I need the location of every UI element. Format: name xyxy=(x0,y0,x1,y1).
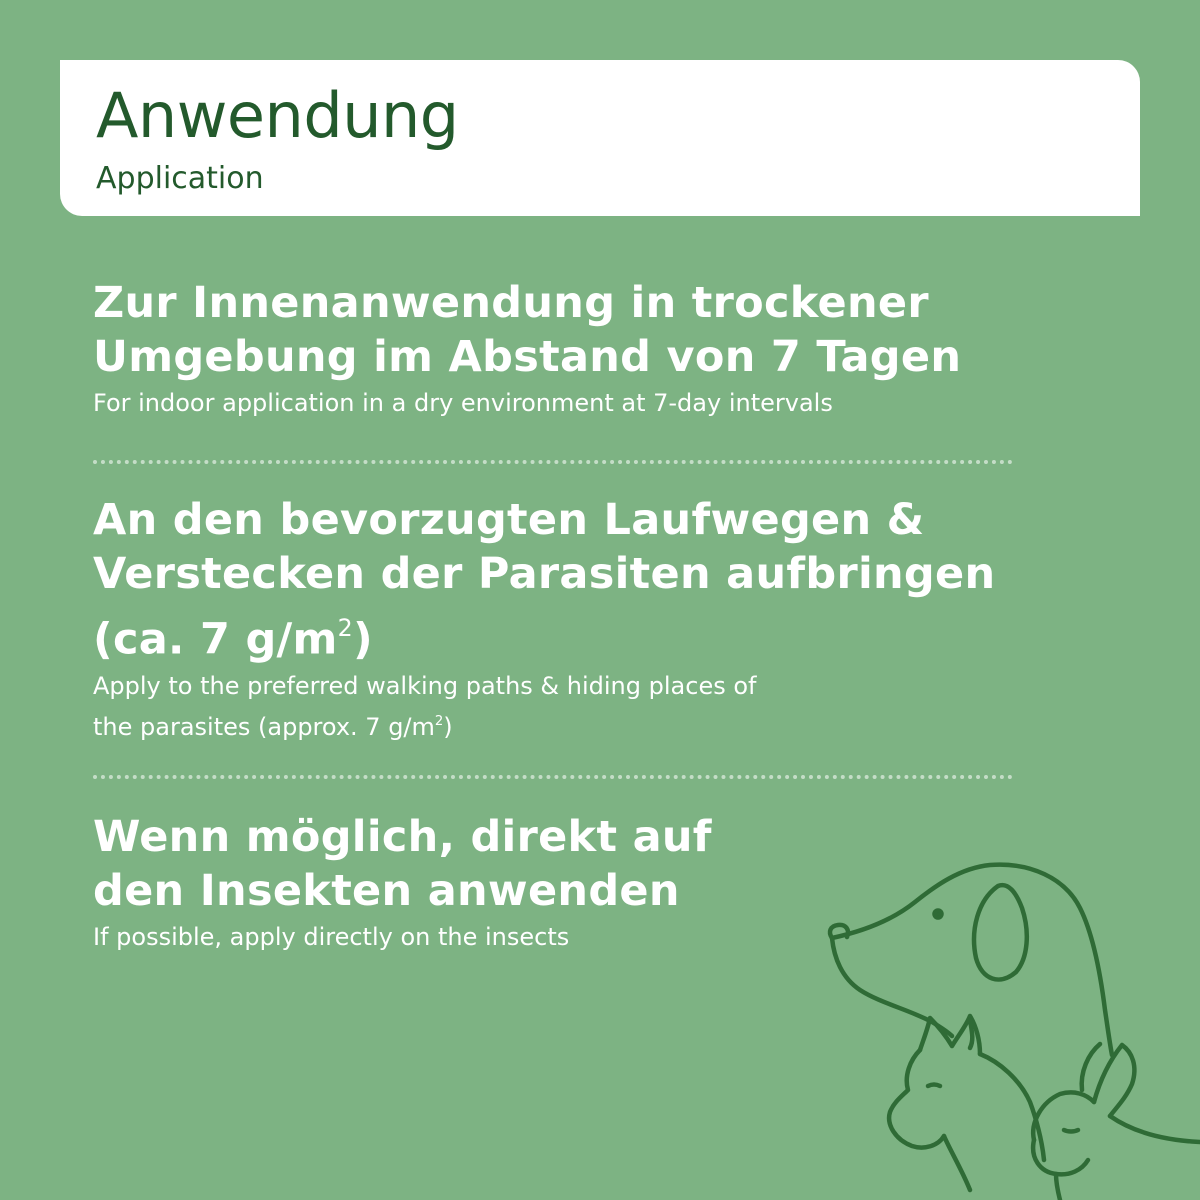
page-title: Anwendung xyxy=(96,79,459,152)
page-subtitle: Application xyxy=(96,161,264,196)
translation-line: Apply to the preferred walking paths & hiding places of xyxy=(93,671,757,700)
translation-line: the parasites (approx. 7 g/m xyxy=(93,712,435,741)
cat-outline-icon xyxy=(889,1016,1044,1190)
translation-line: For indoor application in a dry environment at 7-day intervals xyxy=(93,389,833,417)
instruction-heading xyxy=(93,493,1093,667)
instruction-heading xyxy=(93,276,1093,384)
pets-illustration xyxy=(820,840,1200,1200)
heading-line: den Insekten anwenden xyxy=(93,866,680,916)
header-card xyxy=(60,60,1140,216)
heading-line: Wenn möglich, direkt auf xyxy=(93,812,712,862)
translation-line-end: ) xyxy=(443,712,453,741)
heading-line: Umgebung im Abstand von 7 Tagen xyxy=(93,332,962,382)
dotted-divider xyxy=(93,775,1013,779)
superscript: 2 xyxy=(337,614,353,642)
translation-line: If possible, apply directly on the insects xyxy=(93,923,570,951)
superscript: 2 xyxy=(434,713,444,729)
dotted-divider xyxy=(93,460,1013,464)
heading-line: (ca. 7 g/m xyxy=(93,614,338,665)
instruction-indoor-use xyxy=(93,276,1093,421)
instruction-translation xyxy=(93,386,1093,421)
heading-line-end: ) xyxy=(353,614,373,665)
instruction-translation xyxy=(93,669,1093,745)
rabbit-outline-icon xyxy=(1033,1044,1200,1200)
heading-line: An den bevorzugten Laufwegen & xyxy=(93,495,925,545)
heading-line: Verstecken der Parasiten aufbringen xyxy=(93,549,996,599)
heading-line: Zur Innenanwendung in trockener xyxy=(93,278,929,328)
instruction-application-area xyxy=(93,493,1093,745)
